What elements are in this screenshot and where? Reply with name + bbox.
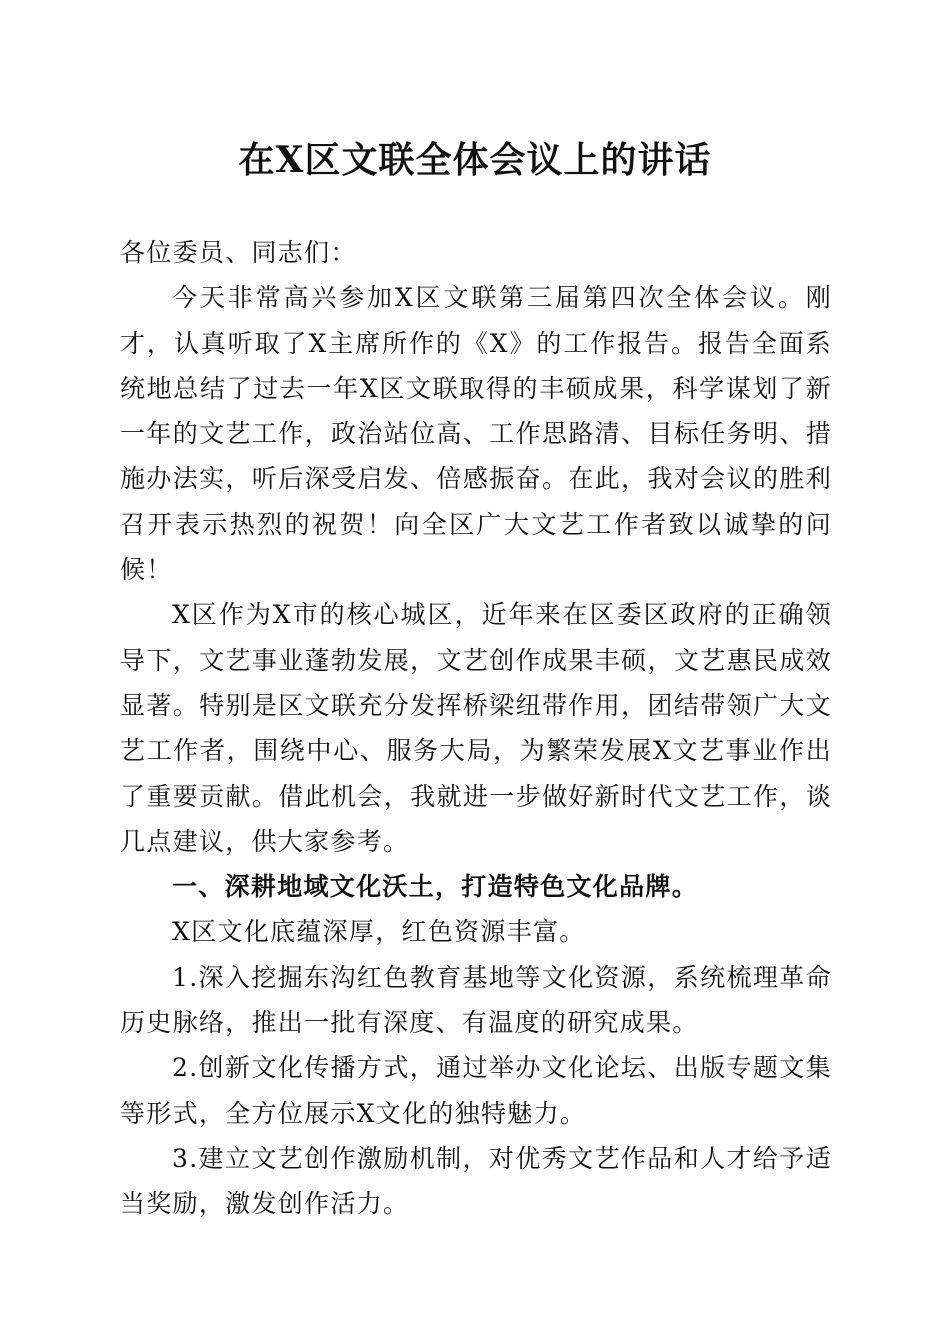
list-item: 3.建立文艺创作激励机制，对优秀文艺作品和人才给予适当奖励，激发创作活力。 bbox=[120, 1143, 832, 1219]
document-title: 在X区文联全体会议上的讲话 bbox=[238, 139, 712, 181]
section-intro: X区文化底蕴深厚，红色资源丰富。 bbox=[172, 917, 586, 947]
section-heading: 一、深耕地域文化沃土，打造特色文化品牌。 bbox=[172, 872, 699, 902]
document-body bbox=[120, 230, 832, 1227]
paragraph-background: X区作为X市的核心城区，近年来在区委区政府的正确领导下，文艺事业蓬勃发展，文艺创作成果丰硕，文艺惠民成效显著。特别是区文联充分发挥桥梁纽带作用，团结带领广大文艺工作者，围绕中心、服务大局，为繁荣发展X文艺事业作出了重要贡献。借此机会，我就进一步做好新时代文艺工作，谈几点建议，供大家参考。 bbox=[120, 600, 832, 856]
salutation: 各位委员、同志们： bbox=[120, 238, 357, 267]
list-item: 1.深入挖掘东沟红色教育基地等文化资源，系统梳理革命历史脉络，推出一批有深度、有温度的研究成果。 bbox=[120, 962, 832, 1038]
paragraph-opening: 今天非常高兴参加X区文联第三届第四次全体会议。刚才，认真听取了X主席所作的《X》的工作报告。报告全面系统地总结了过去一年X区文联取得的丰硕成果，科学谋划了新一年的文艺工作，政治站位高、工作思路清、目标任务明、措施办法实，听后深受启发、倍感振奋。在此，我对会议的胜利召开表示热烈的祝贺！向全区广大文艺工作者致以诚挚的问候！ bbox=[120, 283, 832, 585]
list-item: 2.创新文化传播方式，通过举办文化论坛、出版专题文集等形式，全方位展示X文化的独特魅力。 bbox=[120, 1053, 832, 1128]
